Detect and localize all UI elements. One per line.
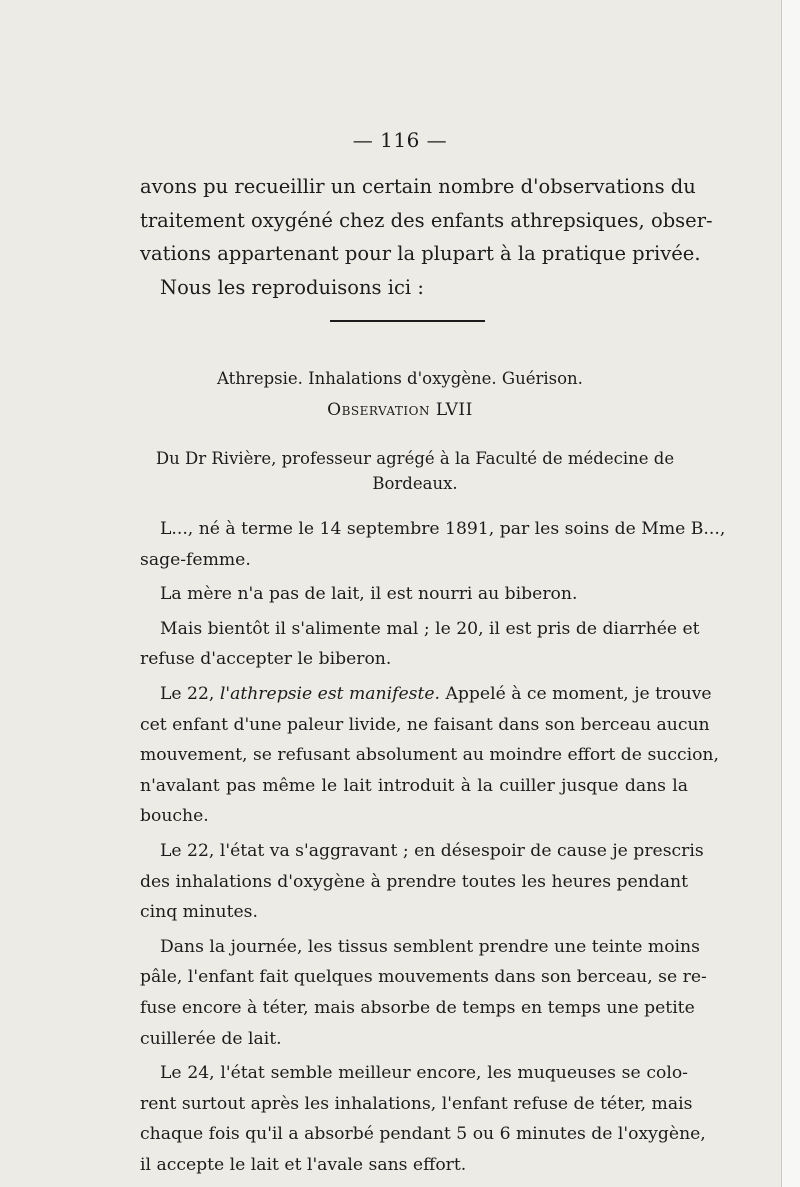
body-line: Mais bientôt il s'alimente mal ; le 20, il est pris de diarrhée et xyxy=(160,618,700,639)
intro-line: traitement oxygéné chez des enfants athrepsiques, obser- xyxy=(140,208,713,232)
observation-number: Observation LVII xyxy=(327,400,473,420)
emphasis-text: l'athrepsie est manifeste. xyxy=(219,683,441,704)
body-text-segment: Le 22, xyxy=(160,683,220,704)
body-line: refuse d'accepter le biberon. xyxy=(140,649,392,670)
intro-paragraph xyxy=(140,170,713,304)
body-line: Le 24, l'état semble meilleur encore, les muqueuses se colo- xyxy=(160,1063,688,1084)
body-line: bouche. xyxy=(140,806,209,827)
body-text-segment: Appelé à ce moment, je trouve xyxy=(440,683,712,704)
body-line: chaque fois qu'il a absorbé pendant 5 ou 6 minutes de l'oxygène, xyxy=(140,1124,706,1145)
body-line: La mère n'a pas de lait, il est nourri au biberon. xyxy=(160,584,578,605)
body-line: mouvement, se refusant absolument au moindre effort de succion, xyxy=(140,745,719,766)
intro-line: Nous les reproduisons ici : xyxy=(160,275,424,299)
intro-line: vations appartenant pour la plupart à la pratique privée. xyxy=(140,242,701,265)
author-line: Du Dr Rivière, professeur agrégé à la Faculté de médecine de xyxy=(155,449,675,468)
author-line: Bordeaux. xyxy=(372,474,458,493)
page-number: — 116 — xyxy=(352,128,448,152)
body-line: L..., né à terme le 14 septembre 1891, par les soins de Mme B..., xyxy=(160,519,726,539)
body-line: Le 22, l'état va s'aggravant ; en désespoir de cause je prescris xyxy=(160,840,704,861)
body-line: Dans la journée, les tissus semblent prendre une teinte moins xyxy=(160,936,700,957)
body-line: cuillerée de lait. xyxy=(140,1028,282,1049)
body-line xyxy=(140,679,712,710)
body-line: n'avalant pas même le lait introduit à la cuiller jusque dans la xyxy=(140,775,688,796)
body-line: cinq minutes. xyxy=(140,902,258,923)
body-line: des inhalations d'oxygène à prendre toutes les heures pendant xyxy=(140,871,688,892)
section-divider xyxy=(330,320,485,322)
observation-body xyxy=(140,514,726,1180)
body-line: il accepte le lait et l'avale sans effort. xyxy=(140,1154,467,1175)
body-line: cet enfant d'une paleur livide, ne faisant dans son berceau aucun xyxy=(140,714,710,735)
body-line: fuse encore à téter, mais absorbe de temps en temps une petite xyxy=(140,997,695,1018)
body-line: rent surtout après les inhalations, l'enfant refuse de téter, mais xyxy=(140,1093,693,1114)
observation-title: Athrepsie. Inhalations d'oxygène. Guérison. xyxy=(217,369,583,388)
intro-line: avons pu recueillir un certain nombre d'observations du xyxy=(140,175,696,198)
body-line: sage-femme. xyxy=(140,549,251,570)
body-line: pâle, l'enfant fait quelques mouvements dans son berceau, se re- xyxy=(140,967,707,988)
page-edge xyxy=(781,0,800,1187)
observation-author xyxy=(150,446,680,496)
